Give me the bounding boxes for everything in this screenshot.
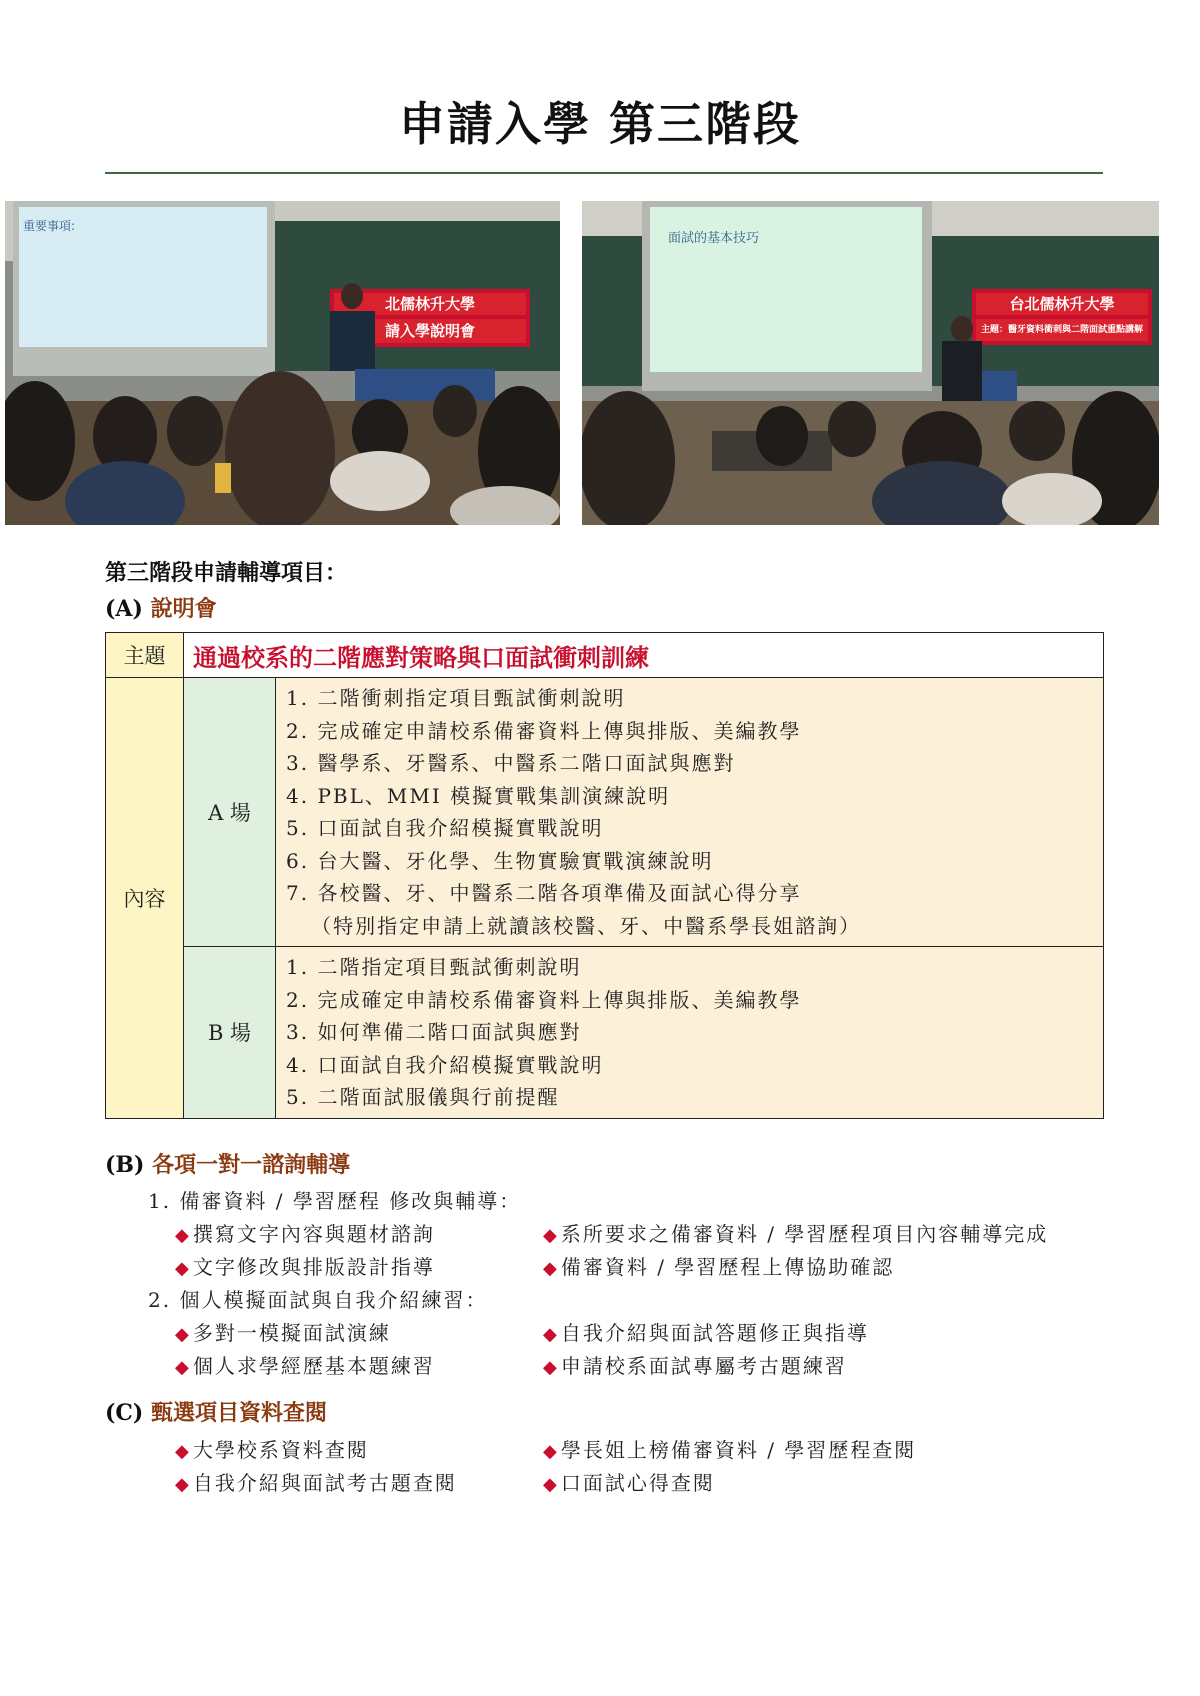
part-b-label: (B) xyxy=(105,1152,145,1178)
list-item: 1. 二階衝刺指定項目甄試衝刺說明 xyxy=(286,686,626,710)
list-item: 6. 台大醫、牙化學、生物實驗實戰演練說明 xyxy=(286,848,714,873)
list-item: 1. 二階指定項目甄試衝刺說明 xyxy=(286,955,582,979)
seminar-photo-right xyxy=(582,201,1159,525)
list-item: 4. 口面試自我介紹模擬實戰說明 xyxy=(286,1052,604,1077)
screen-heading: 面試的基本技巧 xyxy=(668,231,760,246)
content-label: 內容 xyxy=(106,678,184,1119)
banner-line-2: 主題：醫牙資料衝刺與二階面試重點講解 xyxy=(980,325,1143,335)
bullet-item: ◆ 自我介紹與面試答題修正與指導 xyxy=(543,1321,869,1345)
bullet-item: ◆ 自我介紹與面試考古題查閱 xyxy=(175,1471,457,1495)
topic-value: 通過校系的二階應對策略與口面試衝刺訓練 xyxy=(184,633,1104,678)
bullet-item: ◆ 大學校系資料查閱 xyxy=(175,1438,369,1462)
banner-line-2: 請入學說明會 xyxy=(384,322,475,340)
list-item: 2. 完成確定申請校系備審資料上傳與排版、美編教學 xyxy=(286,987,802,1012)
diamond-bullet-icon: ◆ xyxy=(175,1441,189,1462)
list-item: 4. PBL、MMI 模擬實戰集訓演練說明 xyxy=(286,783,671,808)
part-c-heading xyxy=(105,1396,327,1427)
list-item: 3. 如何準備二階口面試與應對 xyxy=(286,1020,582,1044)
banner-line-1: 北儒林升大學 xyxy=(384,295,475,313)
diamond-bullet-icon: ◆ xyxy=(543,1258,557,1279)
diamond-bullet-icon: ◆ xyxy=(175,1474,189,1495)
part-c-title: 甄選項目資料查閱 xyxy=(151,1400,328,1426)
bullet-item: ◆ 學長姐上榜備審資料 / 學習歷程查閱 xyxy=(543,1438,917,1462)
part-a-title: 說明會 xyxy=(150,596,217,622)
bullet-item: ◆ 文字修改與排版設計指導 xyxy=(175,1255,435,1279)
session-b-name: B 場 xyxy=(184,947,276,1119)
page-title: 申請入學 第三階段 xyxy=(398,97,801,151)
banner-line-1: 台北儒林升大學 xyxy=(1009,295,1115,313)
part-b-heading xyxy=(105,1148,350,1179)
title-divider xyxy=(105,172,1103,174)
bullet-item: ◆ 撰寫文字內容與題材諮詢 xyxy=(175,1222,435,1246)
part-a-label: (A) xyxy=(105,596,143,622)
bullet-item: ◆ 口面試心得查閱 xyxy=(543,1471,715,1495)
diamond-bullet-icon: ◆ xyxy=(543,1225,557,1246)
diamond-bullet-icon: ◆ xyxy=(175,1258,189,1279)
list-item: 5. 二階面試服儀與行前提醒 xyxy=(286,1085,560,1109)
part-a-heading xyxy=(105,592,217,623)
part-b-title: 各項一對一諮詢輔導 xyxy=(152,1152,351,1178)
diamond-bullet-icon: ◆ xyxy=(543,1474,557,1495)
bullet-item: ◆ 系所要求之備審資料 / 學習歷程項目內容輔導完成 xyxy=(543,1222,1049,1246)
bullet-item: ◆ 多對一模擬面試演練 xyxy=(175,1321,391,1345)
part-c-label: (C) xyxy=(105,1400,144,1426)
part-b-group-1-heading: 1. 備審資料 / 學習歷程 修改與輔導： xyxy=(148,1189,522,1213)
topic-label: 主題 xyxy=(106,633,184,678)
screen-heading: 重要事項: xyxy=(23,219,76,233)
diamond-bullet-icon: ◆ xyxy=(543,1324,557,1345)
diamond-bullet-icon: ◆ xyxy=(543,1441,557,1462)
seminar-photo-left xyxy=(5,201,560,525)
diamond-bullet-icon: ◆ xyxy=(175,1357,189,1378)
section-title: 第三階段申請輔導項目： xyxy=(105,560,348,586)
session-a-items xyxy=(276,678,1104,947)
bullet-item: ◆ 備審資料 / 學習歷程上傳協助確認 xyxy=(543,1255,895,1279)
session-b-items xyxy=(276,947,1104,1119)
list-item: 2. 完成確定申請校系備審資料上傳與排版、美編教學 xyxy=(286,718,802,743)
list-item: 7. 各校醫、牙、中醫系二階各項準備及面試心得分享 xyxy=(286,881,802,905)
bullet-item: ◆ 申請校系面試專屬考古題練習 xyxy=(543,1354,847,1378)
session-a-name: A 場 xyxy=(184,678,276,947)
seminar-table xyxy=(105,632,1104,1119)
diamond-bullet-icon: ◆ xyxy=(543,1357,557,1378)
bullet-item: ◆ 個人求學經歷基本題練習 xyxy=(175,1354,435,1378)
list-item: 5. 口面試自我介紹模擬實戰說明 xyxy=(286,816,604,840)
list-item: 3. 醫學系、牙醫系、中醫系二階口面試與應對 xyxy=(286,751,736,775)
part-b-group-2-heading: 2. 個人模擬面試與自我介紹練習： xyxy=(148,1288,488,1312)
diamond-bullet-icon: ◆ xyxy=(175,1324,189,1345)
diamond-bullet-icon: ◆ xyxy=(175,1225,189,1246)
list-item: （特別指定申請上就讀該校醫、牙、中醫系學長姐諮詢） xyxy=(286,913,862,938)
